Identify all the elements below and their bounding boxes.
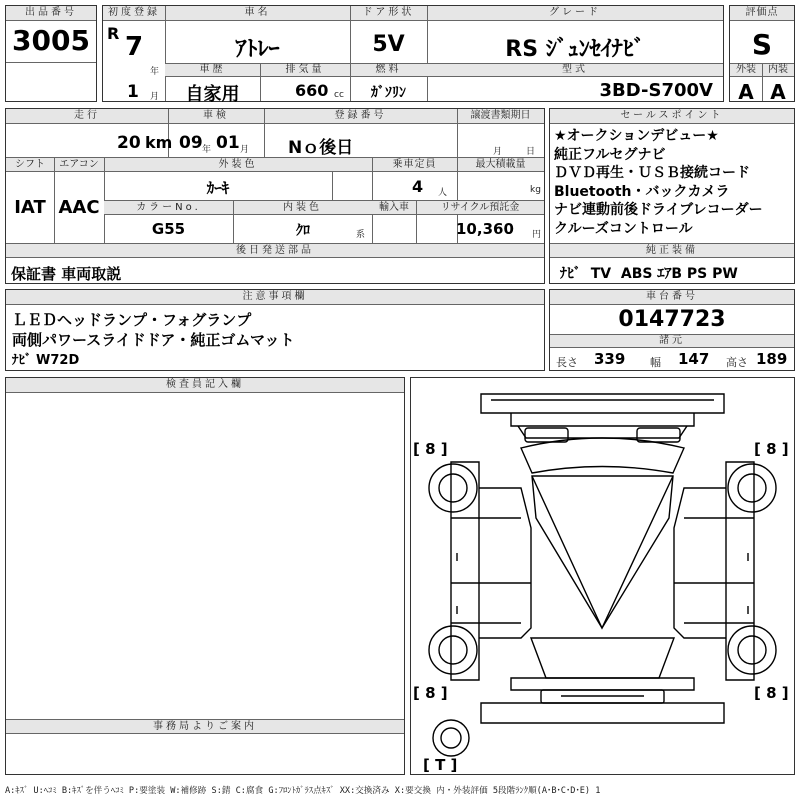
- inspection-label: 車検: [168, 109, 264, 124]
- inspection-year: 09: [179, 133, 203, 153]
- sales-point-2: 純正フルセグナビ: [554, 146, 666, 163]
- shift-label: シフト: [6, 158, 54, 172]
- int-color: ｸﾛ: [296, 223, 310, 239]
- era: R: [107, 24, 120, 43]
- int-color-label: 内装色: [233, 201, 372, 215]
- grade-label: グレード: [427, 6, 723, 21]
- fuel: ｶﾞｿﾘﾝ: [371, 85, 406, 101]
- aircon-label: エアコン: [54, 158, 104, 172]
- height: 189: [756, 350, 788, 368]
- year-unit: 年: [150, 67, 160, 77]
- capacity-unit: 人: [438, 188, 448, 198]
- registration-label: 登録番号: [264, 109, 457, 124]
- notes-label: 注意事項欄: [6, 290, 544, 305]
- ext-color-label: 外装色: [104, 158, 372, 172]
- mid-block: [5, 108, 545, 284]
- displacement: 660: [295, 81, 329, 100]
- spare-tire-mark: [ T ]: [423, 756, 458, 774]
- rating-score: S: [751, 28, 773, 61]
- insp-month-unit: 月: [240, 145, 250, 155]
- width: 147: [678, 350, 710, 368]
- inspection-month: 01: [216, 133, 240, 153]
- km-unit: km: [145, 133, 173, 152]
- ext-color: ｶｰｷ: [206, 179, 230, 197]
- aircon: AAC: [58, 197, 100, 218]
- history: 自家用: [185, 84, 240, 105]
- import-label: 輸入車: [372, 201, 416, 215]
- equipment: ﾅﾋﾞ TV ABS ｴｱB PS PW: [560, 266, 738, 282]
- recycle-fee: 10,360: [456, 220, 514, 238]
- office-label: 事務局よりご案内: [6, 720, 404, 734]
- month-unit: 月: [150, 92, 160, 102]
- color-no: G55: [151, 220, 186, 238]
- capacity-label: 乗車定員: [372, 158, 457, 172]
- inspector-box: [5, 377, 405, 775]
- int-rating: A: [770, 80, 786, 104]
- max-load-label: 最大積載量: [457, 158, 544, 172]
- note-line-3: ﾅﾋﾞ W72D: [12, 353, 80, 368]
- note-line-2: 両側パワースライドドア・純正ゴムマット: [12, 331, 295, 349]
- sales-points-label: セールスポイント: [550, 109, 794, 124]
- chassis-box: [549, 289, 795, 371]
- chassis-number: 0147723: [618, 307, 726, 332]
- header-block: [102, 5, 724, 105]
- tire-front-left: [ 8 ]: [413, 440, 448, 458]
- length: 339: [594, 350, 626, 368]
- sales-point-6: クルーズコントロール: [554, 220, 693, 237]
- legend: A:ｷｽﾞ U:ﾍｺﾐ B:ｷｽﾞを伴うﾍｺﾐ P:要塗装 W:補修跡 S:錆 C:腐食 G:ﾌﾛﾝﾄｶﾞﾗｽ点ｷｽﾞ XX:交換済み X:要交換 内・外装評価 5段階ﾗﾝｸ順(A･B･C･D･E) 1: [5, 786, 601, 796]
- lot-box: [5, 5, 97, 102]
- sales-point-5: ナビ連動前後ドライブレコーダー: [554, 202, 763, 218]
- reg-year: 7: [125, 32, 144, 62]
- ext-label: 外装: [730, 64, 762, 77]
- kg-unit: kg: [530, 185, 541, 195]
- length-label: 長さ: [556, 356, 578, 369]
- chassis-label: 車台番号: [550, 290, 794, 305]
- later-parts: 保証書 車両取説: [11, 265, 122, 283]
- ext-rating: A: [738, 80, 754, 104]
- note-line-1: ＬＥＤヘッドランプ・フォグランプ: [12, 311, 252, 329]
- shift: IAT: [14, 197, 46, 218]
- inspector-label: 検査員記入欄: [6, 378, 404, 393]
- width-label: 幅: [650, 356, 661, 369]
- cc-unit: cc: [334, 90, 344, 100]
- transfer-day-unit: 日: [526, 147, 536, 157]
- car-name-label: 車名: [165, 6, 350, 21]
- int-label: 内装: [762, 64, 794, 77]
- lot-number: 3005: [12, 24, 90, 57]
- equipment-label: 純正装備: [550, 244, 794, 258]
- tire-rear-left: [ 8 ]: [413, 684, 448, 702]
- model-code: 3BD-S700V: [599, 80, 713, 101]
- reg-month: 1: [127, 82, 139, 102]
- car-outline-diagram: [411, 378, 794, 774]
- model-label: 型式: [427, 64, 723, 77]
- rating-label: 評価点: [730, 6, 794, 21]
- rating-box: [729, 5, 795, 102]
- mileage: 20: [117, 133, 141, 153]
- later-parts-label: 後日発送部品: [6, 244, 544, 258]
- door-type: 5V: [372, 32, 405, 57]
- int-color-suffix: 系: [356, 230, 366, 240]
- sales-point-4: Bluetooth・バックカメラ: [554, 183, 730, 200]
- lot-label: 出品番号: [6, 6, 96, 21]
- insp-year-unit: 年: [202, 145, 212, 155]
- car-name: ｱﾄﾚｰ: [235, 37, 280, 62]
- registration-number: Nｏ後日: [288, 138, 354, 158]
- displacement-label: 排気量: [260, 64, 350, 77]
- fuel-label: 燃料: [350, 64, 427, 77]
- sales-points-box: [549, 108, 795, 284]
- first-reg-label: 初度登録: [103, 6, 165, 21]
- transfer-docs-label: 譲渡書類期日: [457, 109, 544, 124]
- door-label: ドア形状: [350, 6, 427, 21]
- car-diagram: [410, 377, 795, 775]
- recycle-label: リサイクル預託金: [416, 201, 544, 215]
- capacity: 4: [412, 177, 424, 196]
- notes-box: [5, 289, 545, 371]
- dims-label: 諸元: [550, 335, 794, 348]
- yen-unit: 円: [532, 230, 542, 240]
- sales-point-1: ★オークションデビュー★: [554, 128, 719, 144]
- sales-point-3: ＤＶＤ再生・ＵＳＢ接続コード: [554, 165, 750, 181]
- grade: RS ｼﾞｭﾝｾｲﾅﾋﾞ: [505, 37, 645, 62]
- color-no-label: カラーNo.: [104, 201, 233, 215]
- height-label: 高さ: [726, 356, 748, 369]
- tire-front-right: [ 8 ]: [754, 440, 789, 458]
- tire-rear-right: [ 8 ]: [754, 684, 789, 702]
- mileage-label: 走行: [6, 109, 168, 124]
- transfer-month-unit: 月: [493, 147, 503, 157]
- history-label: 車歴: [165, 64, 260, 77]
